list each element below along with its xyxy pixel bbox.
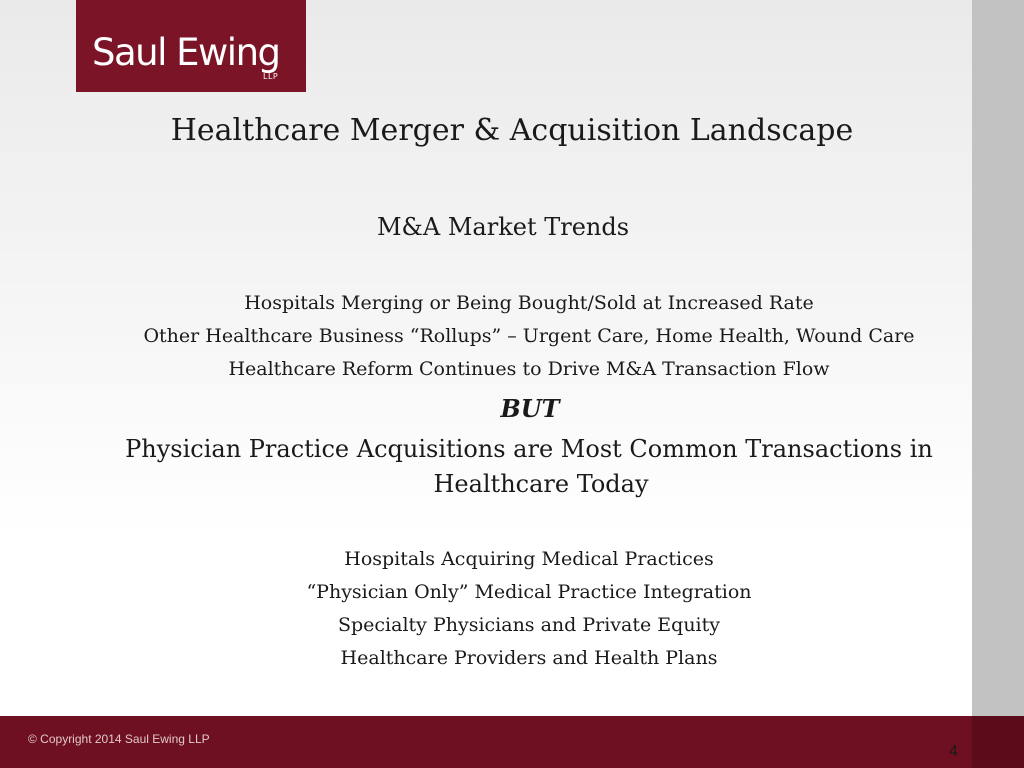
page-number: 4 <box>949 743 958 760</box>
logo-suffix: LLP <box>263 72 279 81</box>
acquisition-item: Hospitals Acquiring Medical Practices <box>344 548 714 570</box>
acquisition-item: Specialty Physicians and Private Equity <box>337 614 720 636</box>
trend-item: Hospitals Merging or Being Bought/Sold at Increased Rate <box>244 292 814 314</box>
trend-item: Healthcare Reform Continues to Drive M&A Transaction Flow <box>228 358 830 380</box>
acquisition-item: “Physician Only” Medical Practice Integration <box>306 581 752 603</box>
slide-title: Healthcare Merger & Acquisition Landscape <box>170 113 854 148</box>
statement-line-2: Healthcare Today <box>433 470 649 498</box>
trend-item: Other Healthcare Business “Rollups” – Urgent Care, Home Health, Wound Care <box>143 325 915 347</box>
logo-name: Saul Ewing <box>92 31 280 74</box>
slide-subtitle: M&A Market Trends <box>376 213 630 241</box>
but-emphasis: BUT <box>500 394 560 423</box>
acquisition-item: Healthcare Providers and Health Plans <box>340 647 718 669</box>
copyright-notice: © Copyright 2014 Saul Ewing LLP <box>28 732 210 746</box>
footer-corner <box>972 716 1024 768</box>
statement-line-1: Physician Practice Acquisitions are Most Common Transactions in <box>125 435 933 463</box>
side-strip <box>972 0 1024 716</box>
